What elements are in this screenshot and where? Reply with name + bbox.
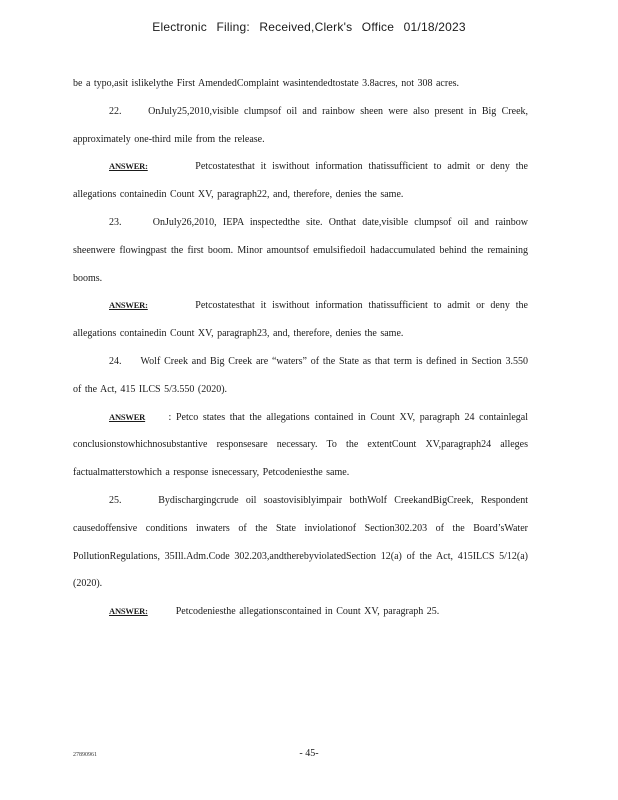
paragraph-22	[73, 98, 528, 154]
answer-text: Petcostatesthat it iswithout information thatissufficient to admit or deny the allegations containedin Count XV, paragraph22, and, therefore, denies the same.	[73, 161, 528, 201]
filing-stamp-header: Electronic Filing: Received,Clerk's Office 01/18/2023	[152, 20, 466, 34]
paragraph-number: 25.	[109, 494, 122, 506]
answer-label: ANSWER:	[109, 606, 148, 617]
answer-24	[73, 404, 528, 487]
answer-text: : Petco states that the allegations contained in Count XV, paragraph 24 containlegal conclusionstowhichnosubstantive responsesare necessary. To the extentCount XV,paragraph24 alleges factualmatterstowhich a response isnecessary, Petcodeniesthe same.	[73, 411, 529, 479]
paragraph-number: 24.	[109, 355, 122, 367]
paragraph-text: be a typo,asit islikelythe First AmendedComplaint wasintendedtostate 3.8acres, not 308 acres.	[73, 78, 460, 89]
answer-label: ANSWER:	[109, 300, 148, 311]
answer-text: Petcodeniesthe allegationscontained in Count XV, paragraph 25.	[175, 606, 440, 618]
answer-label: ANSWER:	[109, 161, 148, 172]
paragraph-text: Wolf Creek and Big Creek are “waters” of the State as that term is defined in Section 3.550 of the Act, 415 ILCS 5/3.550 (2020).	[73, 355, 528, 395]
document-body	[73, 70, 528, 626]
paragraph-continuation	[73, 70, 528, 98]
paragraph-23	[73, 209, 528, 292]
paragraph-text: Bydischargingcrude oil soastovisiblyimpair bothWolf CreekandBigCreek, Respondent causedoffensive conditions inwaters of the State inviolationof Section302.203 of the Board’sWater PollutionRegulations, 35Ill.Adm.Code 302.203,andtherebyviolatedSection 12(a) of the Act, 415ILCS 5/12(a) (2020).	[73, 494, 528, 590]
document-id: 27890961	[73, 752, 97, 758]
answer-22	[73, 153, 528, 209]
paragraph-number: 23.	[109, 216, 122, 228]
paragraph-text: OnJuly26,2010, IEPA inspectedthe site. Onthat date,visible clumpsof oil and rainbow sheenwere flowingpast the first boom. Minor amountsof emulsifiedoil hadaccumulated behind the remaining booms.	[73, 216, 529, 284]
answer-text: Petcostatesthat it iswithout information thatissufficient to admit or deny the allegations containedin Count XV, paragraph23, and, therefore, denies the same.	[73, 300, 528, 340]
paragraph-number: 22.	[109, 105, 122, 117]
answer-label: ANSWER	[109, 411, 146, 422]
paragraph-24	[73, 348, 528, 404]
paragraph-text: OnJuly25,2010,visible clumpsof oil and rainbow sheen were also present in Big Creek, approximately one-third mile from the release.	[73, 105, 529, 145]
answer-25	[73, 598, 528, 626]
answer-23	[73, 292, 528, 348]
page-number: - 45-	[299, 748, 319, 759]
paragraph-25	[73, 487, 528, 598]
